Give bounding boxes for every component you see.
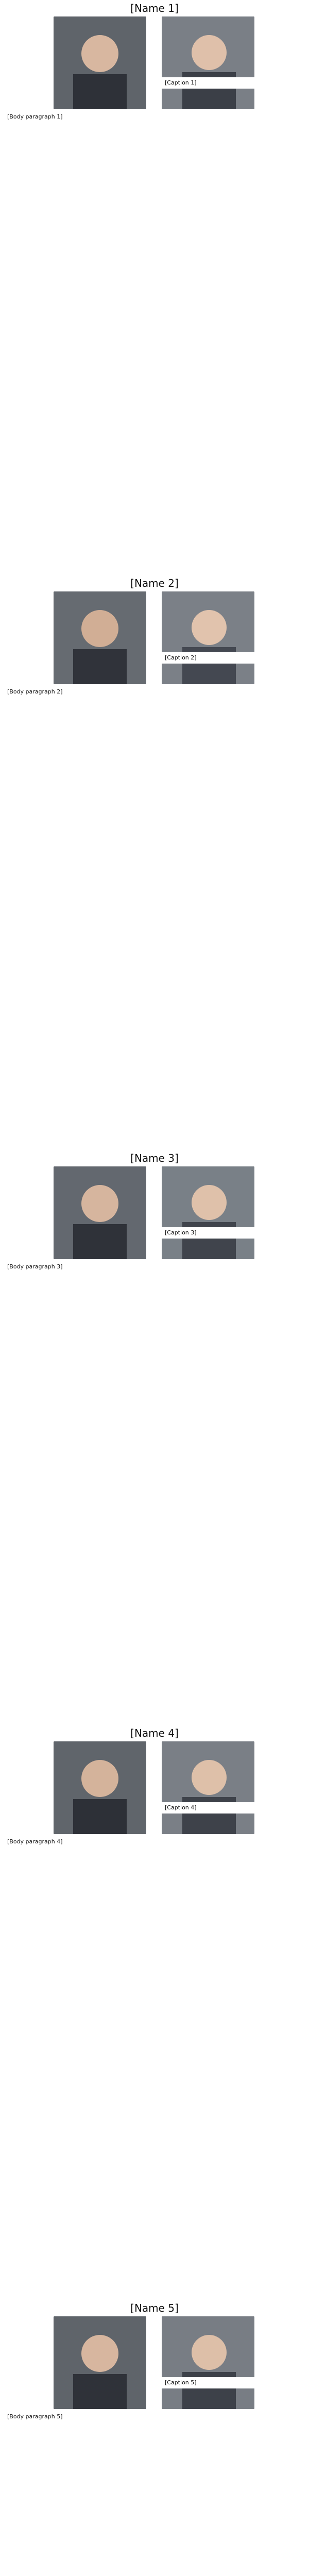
actor-photo bbox=[54, 16, 146, 109]
actor-photos bbox=[7, 2316, 302, 2409]
actor-section-2 bbox=[7, 575, 302, 696]
actor-photos bbox=[7, 1741, 302, 1834]
actor-photo bbox=[54, 591, 146, 684]
actor-section-5 bbox=[7, 2300, 302, 2420]
character-photo bbox=[162, 1741, 254, 1834]
actor-bio: [Body paragraph 1] bbox=[7, 113, 63, 120]
character-photo bbox=[162, 16, 254, 109]
photo-caption: [Caption 2] bbox=[162, 652, 254, 664]
actor-photo bbox=[54, 1166, 146, 1259]
actor-name: [Name 5] bbox=[130, 2302, 179, 2314]
actor-name: [Name 4] bbox=[130, 1727, 179, 1739]
character-photo bbox=[162, 1166, 254, 1259]
actor-bio: [Body paragraph 2] bbox=[7, 688, 63, 695]
actor-section-4 bbox=[7, 1725, 302, 1845]
actor-photo bbox=[54, 2316, 146, 2409]
character-photo bbox=[162, 591, 254, 684]
actor-photos bbox=[7, 1166, 302, 1259]
actor-section-1 bbox=[7, 0, 302, 121]
actor-name: [Name 1] bbox=[130, 2, 179, 14]
actor-photos bbox=[7, 591, 302, 684]
character-photo bbox=[162, 2316, 254, 2409]
actor-section-3 bbox=[7, 1150, 302, 1270]
actor-name: [Name 2] bbox=[130, 577, 179, 589]
actor-photos bbox=[7, 16, 302, 109]
photo-caption: [Caption 3] bbox=[162, 1227, 254, 1239]
actor-bio: [Body paragraph 5] bbox=[7, 2413, 63, 2420]
actor-photo bbox=[54, 1741, 146, 1834]
actor-name: [Name 3] bbox=[130, 1152, 179, 1164]
photo-caption: [Caption 4] bbox=[162, 1802, 254, 1814]
photo-caption: [Caption 1] bbox=[162, 77, 254, 89]
actor-bio: [Body paragraph 3] bbox=[7, 1263, 63, 1270]
photo-caption: [Caption 5] bbox=[162, 2377, 254, 2388]
actor-bio: [Body paragraph 4] bbox=[7, 1838, 63, 1845]
